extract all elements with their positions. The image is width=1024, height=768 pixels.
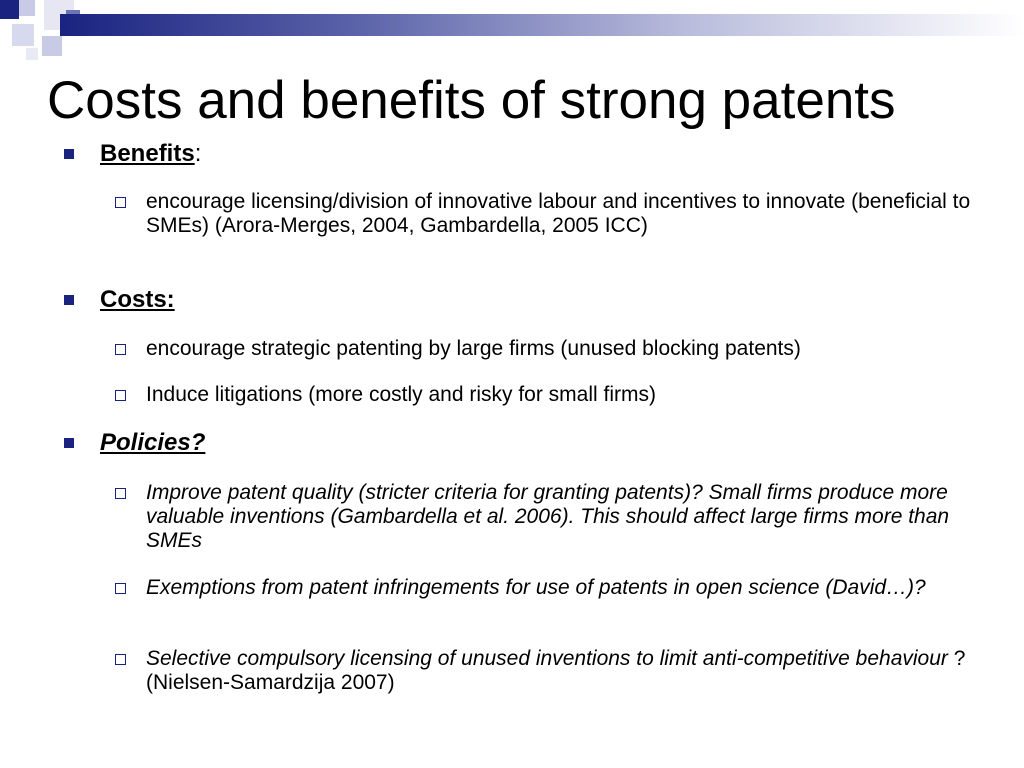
hollow-square-bullet-icon bbox=[115, 654, 126, 665]
slide-title: Costs and benefits of strong patents bbox=[47, 71, 896, 130]
list-item bbox=[146, 337, 976, 361]
deco-square bbox=[19, 0, 35, 16]
square-bullet-icon bbox=[64, 438, 74, 448]
list-item bbox=[146, 481, 976, 553]
heading-suffix: : bbox=[194, 140, 202, 167]
section-policies bbox=[100, 429, 205, 457]
list-item-text: Exemptions from patent infringements for use of patents in open science (David…)? bbox=[146, 576, 926, 599]
hollow-square-bullet-icon bbox=[115, 390, 126, 401]
hollow-square-bullet-icon bbox=[115, 197, 126, 208]
deco-square bbox=[0, 0, 19, 19]
section-benefits bbox=[100, 140, 201, 168]
section-heading: Costs: bbox=[100, 286, 175, 313]
deco-square bbox=[12, 24, 34, 46]
list-item bbox=[146, 190, 976, 238]
section-costs bbox=[100, 286, 175, 314]
hollow-square-bullet-icon bbox=[115, 583, 126, 594]
list-item-text: encourage strategic patenting by large firms (unused blocking patents) bbox=[146, 337, 801, 360]
hollow-square-bullet-icon bbox=[115, 488, 126, 499]
deco-square bbox=[26, 48, 38, 60]
list-item bbox=[146, 576, 976, 600]
list-item bbox=[146, 383, 976, 407]
list-item-text: encourage licensing/division of innovative labour and incentives to innovate (beneficial to SMEs) (Arora-Merges, 2004, Gambardella, 2005 ICC) bbox=[146, 190, 971, 237]
square-bullet-icon bbox=[64, 295, 74, 305]
list-item bbox=[146, 647, 976, 695]
deco-square bbox=[42, 36, 62, 56]
section-heading: Policies? bbox=[100, 429, 206, 456]
deco-gradient-bar bbox=[60, 14, 1024, 36]
list-item-text-italic: Selective compulsory licensing of unused inventions to limit anti-competitive behaviour bbox=[146, 647, 948, 670]
list-item-text: Induce litigations (more costly and risky for small firms) bbox=[146, 383, 656, 406]
square-bullet-icon bbox=[64, 149, 74, 159]
hollow-square-bullet-icon bbox=[115, 344, 126, 355]
list-item-text: Improve patent quality (stricter criteria for granting patents)? Small firms produce more valuable inventions (Gambardella et al. 2006). This should affect large firms more than SMEs bbox=[146, 481, 950, 552]
section-heading: Benefits bbox=[100, 140, 195, 167]
list-item-text-tail: ? (Nielsen-Samardzija 2007) bbox=[146, 647, 966, 694]
